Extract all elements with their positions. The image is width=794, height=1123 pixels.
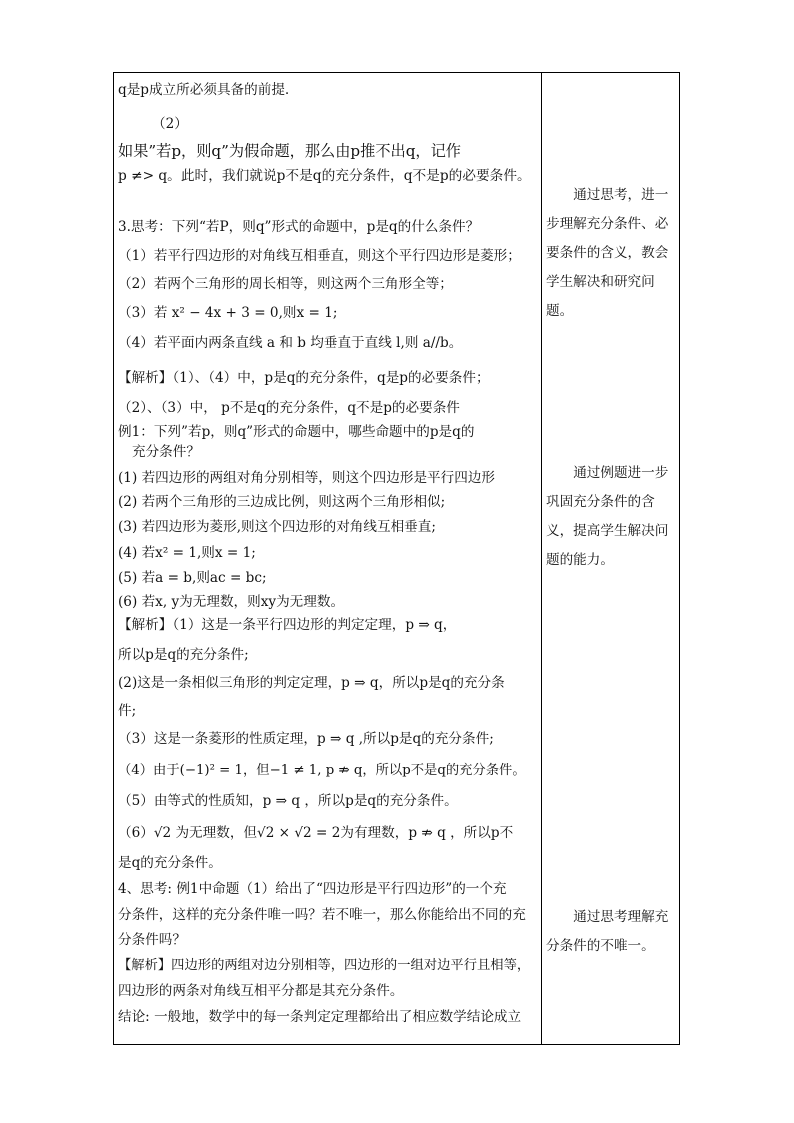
content-column bbox=[114, 73, 541, 1044]
notes-column bbox=[542, 73, 680, 1044]
teaching-note: 通过例题进一步巩固充分条件的含义，提高学生解决问题的能力。 bbox=[546, 465, 669, 568]
text-line: p ≠> q。此时，我们就说p不是q的充分条件，q不是p的必要条件。 bbox=[118, 168, 531, 184]
text-line: (1) 若四边形的两组对角分别相等，则这个四边形是平行四边形 bbox=[118, 470, 496, 486]
text-line: 例1：下列”若p，则q”形式的命题中，哪些命题中的p是q的 bbox=[118, 424, 475, 440]
text-line: 四边形的两条对角线互相平分都是其充分条件。 bbox=[118, 983, 404, 999]
teaching-note: 通过思考理解充分条件的不唯一。 bbox=[546, 909, 669, 954]
text-line: 充分条件？ bbox=[132, 444, 200, 460]
text-line: 【解析】（1）这是一条平行四边形的判定定理，p ⇒ q， bbox=[118, 617, 457, 633]
text-line: （3）这是一条菱形的性质定理，p ⇒ q ,所以p是q的充分条件; bbox=[118, 731, 494, 747]
text-line: 是q的充分条件。 bbox=[118, 855, 222, 871]
text-line: 如果”若p，则q”为假命题，那么由p推不出q，记作 bbox=[118, 142, 461, 160]
text-line: (4) 若x² = 1,则x = 1; bbox=[118, 545, 256, 561]
text-line: (2)这是一条相似三角形的判定定理，p ⇒ q，所以p是q的充分条 bbox=[118, 675, 505, 691]
text-line: (3) 若四边形为菱形,则这个四边形的对角线互相垂直; bbox=[118, 519, 436, 535]
text-line: 分条件吗？ bbox=[118, 932, 186, 948]
teaching-note: 通过思考，进一步理解充分条件、必要条件的含义，教会学生解决和研究问题。 bbox=[546, 187, 669, 319]
text-line: 分条件，这样的充分条件唯一吗？若不唯一，那么你能给出不同的充 bbox=[118, 907, 526, 923]
text-line: 件; bbox=[118, 703, 137, 719]
text-line: （4）由于(−1)² = 1，但−1 ≠ 1, p ⇏ q，所以p不是q的充分条件。 bbox=[118, 763, 526, 778]
text-line: （1）若平行四边形的对角线互相垂直，则这个平行四边形是菱形； bbox=[118, 248, 521, 264]
text-line: （3）若 x² − 4x + 3 = 0,则x = 1; bbox=[118, 305, 338, 321]
text-line: q是p成立所必须具备的前提. bbox=[118, 82, 290, 98]
text-line: （4）若平面内两条直线 a 和 b 均垂直于直线 l,则 a//b。 bbox=[118, 335, 463, 351]
text-line: (5) 若a = b,则ac = bc; bbox=[118, 570, 267, 586]
text-line: （2） bbox=[152, 116, 188, 132]
text-line: （6）√2 为无理数，但√2 × √2 = 2为有理数，p ⇏ q ，所以p不 bbox=[118, 825, 514, 841]
text-line: (2) 若两个三角形的三边成比例，则这两个三角形相似; bbox=[118, 494, 446, 510]
text-line: 所以p是q的充分条件; bbox=[118, 647, 249, 663]
text-line: (6) 若x, y为无理数，则xy为无理数。 bbox=[118, 594, 345, 610]
text-line: 3.思考：下列“若P，则q”形式的命题中，p是q的什么条件？ bbox=[118, 219, 480, 235]
text-line: 4、思考: 例1中命题（1）给出了“四边形是平行四边形”的一个充 bbox=[118, 881, 507, 897]
text-line: （2）、（3）中， p不是q的充分条件，q不是p的必要条件 bbox=[118, 400, 460, 416]
text-line: 【解析】（1）、（4）中，p是q的充分条件，q是p的必要条件； bbox=[118, 370, 490, 386]
text-line: （5）由等式的性质知，p ⇒ q ，所以p是q的充分条件。 bbox=[118, 793, 458, 809]
lesson-table bbox=[113, 72, 680, 1045]
text-line: 结论: 一般地，数学中的每一条判定定理都给出了相应数学结论成立 bbox=[118, 1009, 522, 1025]
text-line: （2）若两个三角形的周长相等，则这两个三角形全等； bbox=[118, 276, 453, 292]
text-line: 【解析】四边形的两组对边分别相等，四边形的一组对边平行且相等， bbox=[118, 958, 531, 973]
